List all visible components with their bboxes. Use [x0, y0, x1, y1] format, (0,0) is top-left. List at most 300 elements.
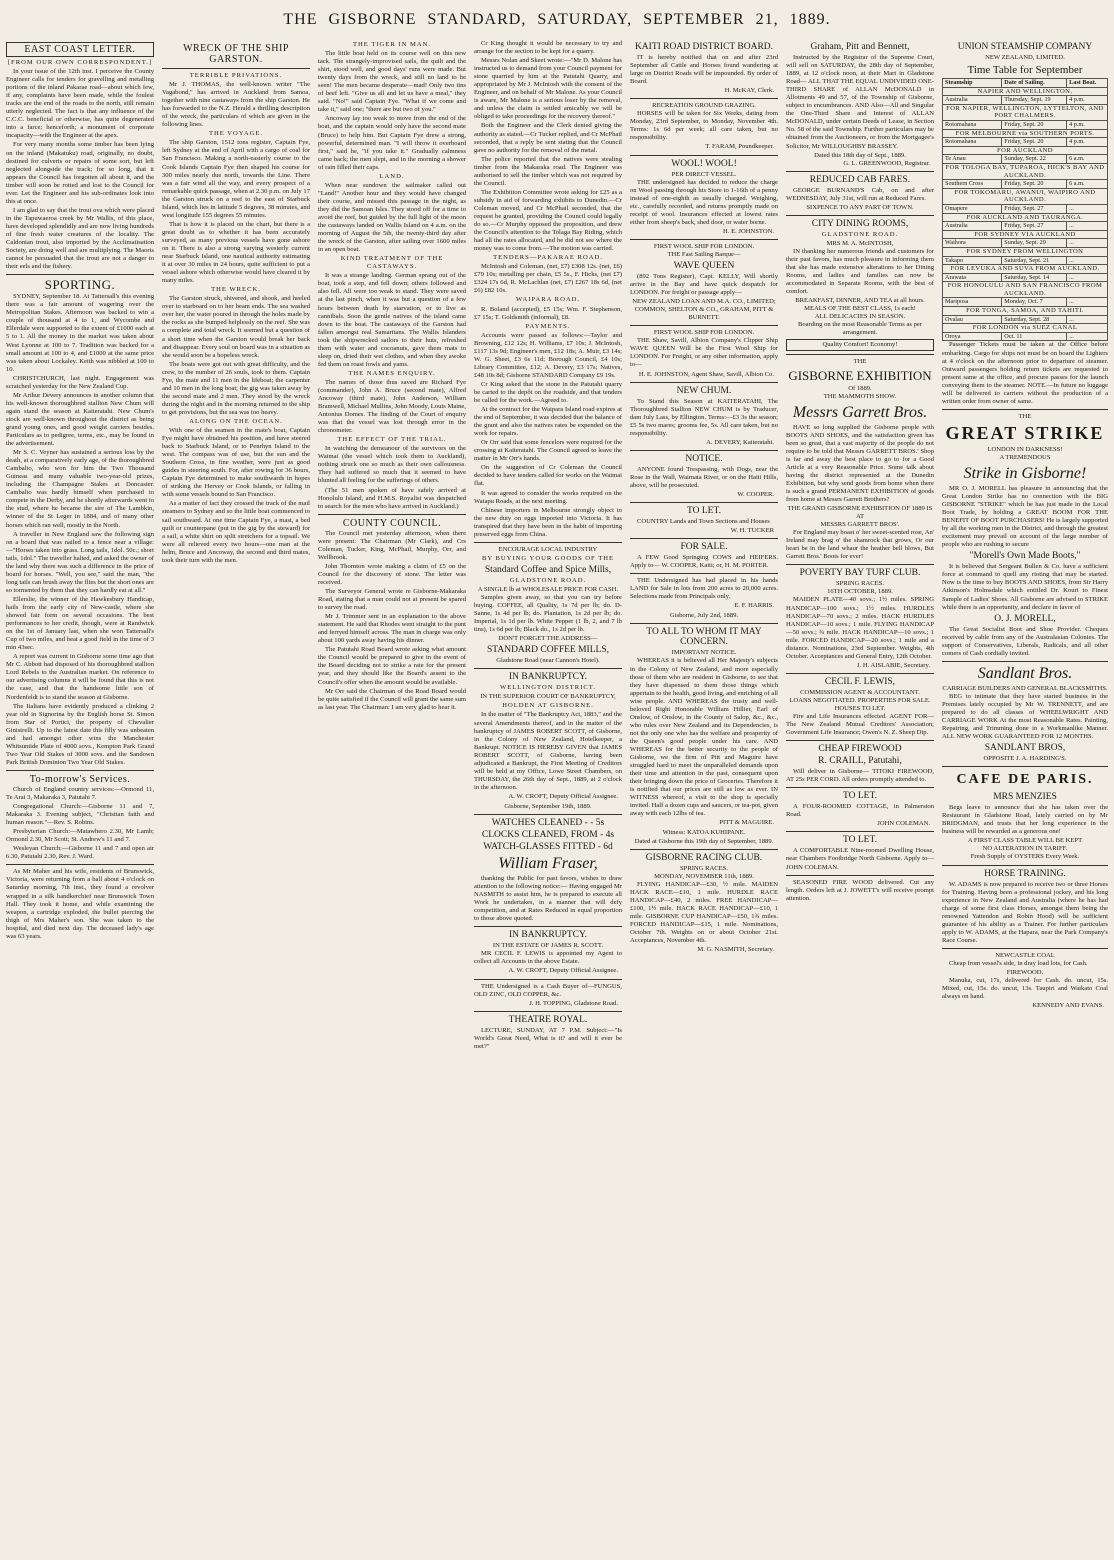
glass-price-line: WATCH-GLASSES FITTED - 6d — [483, 842, 613, 853]
garrett-bros-verse: For England may boast o' her sweet-scented rose, An' Ireland may brag o' the shamrock that grows, Or our heart be in the land whaur the heather bell blows, But Garrett Bros.' Boots for ever! — [786, 529, 934, 561]
wool-body: THE undersigned has decided to reduce the charge on Wool passing through his Store to 1-16th of a penny instead of one-eighth as usually charged. Weighing, etc., carefully recorded, and returns promptly made on receipt of wool. Insurances effected at lowest rates either from sheep's back, shed door, or water borne. — [630, 178, 778, 226]
timetable-header-row — [943, 79, 1108, 88]
turf-club-title: POVERTY BAY TURF CLUB. — [799, 568, 921, 579]
timetable-row — [943, 315, 1108, 324]
timetable-cell: Saturday, Sept. 21 — [1002, 256, 1067, 265]
new-chum-body: To Stand this Season at KAITERATAHI, The Thoroughbred Stallion NEW CHUM is by Traducer, dam July Lass, by Ellington. Terms:—£3 3s the season; £5 5s two mares; grooms fee, 5s. All care taken, but no responsibility. — [630, 397, 778, 437]
timetable-row — [943, 273, 1108, 282]
timetable-header-cell: Steamship — [943, 79, 1002, 88]
concern-body: WHEREAS it is believed all Her Majesty's subjects in the Colony of New Zealand, and more especially those of them who are resident in Gisborne, to see that they have dispensed to them those things which appertain to the health, good living, and enriching of all wise people. AND WHEREAS the trusty and well-beloved Right Honorable William Hillier, Earl of Onslow, of Onslow, in the County of Salop, &c., &c., who rules over New Zealand and its Dependencies, is not the only one who has the welfare and prosperity of the Queen's good people under his care. AND WHEREAS for the better security to the people of Gisborne, we the firm of Pitt and Maguire have struggled hard to meet the unparalleled demands upon their time and attention in the past, consequent upon their bringing down the price of Groceries. Therefore it is notified that our prices are still as low as ever. IN WITNESS whereof, a visit to the shop is specially invited. Half a dozen cups and saucers, or tea-pot, given away with each 12lbs of tea. — [630, 657, 778, 818]
section-subheading: KIND TREATMENT OF THE CASTAWAYS. — [340, 255, 444, 271]
article-paragraph: The Exhibition Committee wrote asking for £25 as a subsidy in aid of forwarding exhibits to Dunedin.—Cr Coleman moved, and Cr McPhail seconded, that the request be granted, providing the Council could legally do so.—Cr Murphy opposed the proposition, and drew the Council's attention to the Tolaga Bay Riding, which had all the rates allocated, and he did not see where the money was to come from.—The motion was carried. — [474, 188, 622, 253]
london-darkness: LONDON IN DARKNESS! — [987, 445, 1063, 453]
article-paragraph: Messrs Nolan and Skeet wrote:—"Mr D. Malone has instructed us to demand from your Council payment for stone quarried by him at the Patutahi Quarry, and appropriated by Mr J. McIntosh with the consent of the Engineer, and on behalf of Mr Malone. As your Council is aware, Mr Malone is a serious loser by the removal, and unless the claim is settled amicably we will be obliged to take proceedings for the recovery thereof." — [474, 57, 622, 121]
divider — [6, 274, 154, 275]
section-subheading: THE NAMES ENQUIRY. — [348, 369, 436, 377]
dining-rooms-extra: ALL DELICACIES IN SEASON. — [814, 313, 906, 321]
divider — [786, 171, 934, 172]
timetable-cell: Southern Cross — [943, 180, 1002, 189]
coffee-ad-line: A SINGLE lb at WHOLESALE PRICE FOR CASH. — [477, 585, 619, 593]
timetable-route-row — [943, 230, 1108, 239]
concern-title: TO ALL TO WHOM IT MAY CONCERN. — [646, 627, 762, 648]
article-paragraph: As Mr Maher and his wife, residents of Brunswick, Victoria, were returning from a ball about 4 o'clock on Saturday morning, 7th inst., they found a revolver wrapped in a silk handkerchief near Brunswick Town Hall. They took it home, and while examining the weapon, a cartridge exploded, the bullet piercing the thigh of Mrs Maher's son. She was taken to the hospital, and died next day. The deceased lady's age was 63 years. — [6, 868, 154, 940]
timetable-cell: Sunday, Sept. 29 — [1002, 239, 1067, 248]
article-paragraph: SYDNEY, September 18. At Tattersall's this evening there was a fair amount of wagering over the Metropolitan Stakes. Afternoon was backed to win a couple of thousand at 4 to 1, and Wycombe and Ellerdale were supported to the extent of £1000 each at 5 to 1. All the money in the market was taken about West Lyonne at 100 to 7. Tradition was backed for a small amount at 100 to 4, and £1000 at the same price was taken about Lockaley. Keith was nibbled at 100 to 10. — [6, 293, 154, 373]
article-paragraph: Cr King asked that the stone in the Patutahi quarry be carted to the depôt on the roadside, and that tenders be called for the work.—Agreed to. — [474, 380, 622, 405]
divider — [630, 502, 778, 503]
timetable-cell: Mariposa — [943, 298, 1002, 307]
article-paragraph: (The 51 men spoken of have safely arrived at Honolulu Island, and H.M.S. Royalist was despatched to search for the men who have arrived in Auckland.) — [318, 486, 466, 510]
dining-rooms-price: MEALS OF THE BEST CLASS, 1s each! — [804, 305, 916, 313]
dining-rooms-title: CITY DINING ROOMS, — [811, 218, 909, 229]
clock-price-line: CLOCKS CLEANED, FROM - 4s — [481, 830, 615, 841]
article-paragraph: John Thornton wrote making a claim of £5 on the Council for the discovery of stone. The letter was received. — [318, 562, 466, 586]
timetable-cell: 6 a.m. — [1067, 180, 1108, 189]
divider — [630, 849, 778, 850]
timetable-row — [943, 222, 1108, 231]
bankruptcy2-signature: A. W. CROFT, Deputy Official Assignee. — [508, 967, 618, 975]
sandlant-name: SANDLANT BROS, — [984, 743, 1066, 754]
timetable-cell: Monday, Oct. 7 — [1002, 298, 1067, 307]
topping-body: THE Undersigned is a Cash Buyer of—FUNGUS, OLD ZINC, OLD COPPER, &c. — [474, 982, 622, 998]
timetable-header-cell: Last Boat. — [1067, 79, 1108, 88]
sandlant-title: Sandlant Bros. — [977, 664, 1073, 682]
timetable-cell: Oroya — [943, 332, 1002, 341]
divider — [630, 623, 778, 624]
service-listing: Church of England country services:—Ormond 11, Te Arai 3, Makaraka 3, Patutahi 7. — [6, 785, 154, 801]
theatre-title: THEATRE ROYAL. — [508, 1014, 588, 1025]
timetable-cell: Te Anau — [943, 155, 1002, 164]
timetable-cell: 4 p.m. — [1067, 96, 1108, 105]
new-chum-title: NEW CHUM. — [676, 385, 732, 396]
article-paragraph: It was a strange landing. German sprang out of the boat, took a step, and fell down; others followed and also fell. All were too weak to stand. They were saved at the last pinch, when it was but a question of a few hours between death by starvation, or to live as cannibals. Soon the gentle natives of the island came down to the boat. The castaways of the Garston had fallen amongst real Samaritans. The Wallis Islanders took the shipwrecked sailors to their huts, refreshed them with water and cocoanuts, gave them mats to sleep on, dried their wet clothes, and when they awoke fed them on roast fowls and yams. — [318, 272, 466, 368]
timetable-note: Passenger Tickets must be taken at the Office before embarking. Cargo for ships not must be on board the Lighters at 4 o'clock on the afternoon prior to departure of steamer. Outward passengers holding return tickets are requested to present same at the office, and procure passes for the launch conveying them to the steamer. NOTE.—In future no luggage will be delivered to carriers without the production of a written order from owner of same. — [942, 341, 1108, 405]
article-paragraph: I am glad to say that the trout ova which were placed in the Tapuwaeroa creek by Mr Wallis, of this place, have developed splendidly and are now living hundreds of fine fresh water creatures of the locality. The Caldonian trout, also imported by the Acclimatisation Society, are doing well and are multiplying. The Maoris cannot be persuaded that the trout are not a danger to their eels and the fishery. — [6, 206, 154, 271]
wool-ship2-title: FIRST WOOL SHIP FOR LONDON. — [653, 329, 755, 337]
article-paragraph: The Italians have evidently produced a clinking 2 year old in Signorina by the English horse St. Simon from Star of Portici, the property of Chevalier Ginistrelli. Up to the latest date this filly was unbeaten and had amongst other wins the Manchester Whitsuntide Plate of 4000 sovs., Kempton Park Grand Two Year Old Stakes of 3000 sovs. and the Sandown Park British Dominion Two Year Old Stakes. — [6, 702, 154, 766]
wool-ship-agents: NEW ZEALAND LOAN AND M.A. CO., LIMITED; COMMON, SHELTON & CO., GRAHAM, PITT & BURNETT. — [632, 298, 776, 322]
timetable-route-row — [943, 307, 1108, 316]
concern-witness: Witness: KATOA KUHIPANE. — [662, 829, 746, 837]
article-paragraph: For very many months some timber has been lying on the inland (Makatuku) road, originally, no doubt, destined for culverts or repairs of some sort, but left neglected alongside the track; for so long, that it appears the Council has forgotten all about it, and the timber will soon be rotted and lost to the Council for ever. Let the Engineer and his sub-ordinates look into this at once. — [6, 141, 154, 205]
notice-body: ANYONE found Trespassing, with Dogs, near the Rose in the Wall, Waimata River, or on the Haiti Hills, above, will be prosecuted. — [630, 465, 778, 489]
section-subheading: PAYMENTS. — [525, 322, 571, 330]
timetable-route: FOR HONOLULU AND SAN FRANCISCO FROM AUCKLAND. — [943, 282, 1108, 298]
divider — [786, 875, 934, 876]
divider — [6, 770, 154, 771]
article-paragraph: The Patutahi Road Board wrote asking what amount the Council would be prepared to give in the event of the Board deciding not to strike a rate for the present year, and they should like the Board's assent to the Council's offer when the amount would be available. — [318, 646, 466, 686]
article-paragraph: The little boat held on its course well on this new tack. The strangely-improvised sails, the quilt and the shirt, stood well, and good days' runs were made. But twenty days from the wreck, and still no land to be seen! The men became desperate—mad! Only two tins of beef left. "Give us all and let us have a meal," they said. "No!" said Captain Fye. "What if we come and take it," said one; "there are but two of you." — [318, 50, 466, 114]
masthead: THE GISBORNE STANDARD, SATURDAY, SEPTEMBER 21, 1889. — [283, 11, 831, 28]
article-paragraph: The ship Garston, 1512 tons register, Captain Fye, left Sydney at the end of April with a cargo of coal for San Francisco. Making a north-easterly course to the Cook Islands Captain Fye then shaped his course for 300 miles nearly due north, towards the Line. There was a fair wind all the way, and every prospect of a remarkable quick passage, when at 2.30 p.m. on July 17 the Garston struck on a reef to the east of Starbuck Island, which lies in latitude 5 degrees, 38 minutes, and west longitude 155 degrees 55 minutes. — [162, 139, 310, 219]
divider — [786, 673, 934, 674]
timetable-route-row — [943, 247, 1108, 256]
article-paragraph: With one of the seamen in the mate's boat, Captain Fye might have obtained his position, and have steered back to Starbuck Island, or to Penrhyn Island to the west. The compass was of use, but the sun and the Southern Cross, in fine weather, were just as good guides in steering south. For, after rowing for 36 hours, Captain Fye determined to make southwards in hopes of striking the Hervey or Cook Islands, or falling in with some vessels bound to San Francisco. — [162, 427, 310, 499]
bankruptcy-signature: A. W. CROFT, Deputy Official Assignee. — [508, 792, 618, 800]
timetable-route-row — [943, 213, 1108, 222]
divider — [474, 979, 622, 980]
timetable-cell: ... — [1067, 315, 1108, 324]
auction-date: Dated this 18th day of Sept., 1889. — [814, 151, 906, 159]
strike-the: THE — [1018, 412, 1032, 420]
timetable-route: FOR AUCKLAND — [943, 146, 1108, 155]
divider — [630, 450, 778, 451]
garrett-bros-firm: MESSRS GARRETT BROS'. — [820, 521, 900, 529]
article-paragraph: Or Orr said that some fencelors were required for the crossing at Kaiteratahi. The Council agreed to leave the matter in Mr Orr's hands. — [474, 439, 622, 463]
divider — [942, 865, 1108, 866]
coffee-ad-by: BY BUYING YOUR GOODS OF THE — [481, 554, 615, 562]
divider — [630, 538, 778, 539]
coffee-ad-address: GLADSTONE ROAD. — [509, 576, 587, 584]
timetable-cell: ... — [1067, 298, 1108, 307]
service-listing: Presbyterian Church:—Matawhero 2.30, Mr Lamb; Ormond 2.30, Mr Scott; St. Andrew's 11 and 7. — [6, 828, 154, 844]
wool-ship2-signature: H. E. JOHNSTON, Agent Shaw, Savill, Albion Co. — [638, 370, 774, 378]
racing-club-body: FLYING HANDICAP—£30, ½ mile. MAIDEN HACK RACE—£10, 1 mile. HURDLE RACE HANDICAP—£40, 2 miles. FREE HANDICAP—£100, 1½ mile. HACK RACE HANDICAP—£10, 1 mile. GISBORNE CUP HANDICAP—£50, 1¾ miles. FORCED HANDICAP—£15, 1 mile. Nominations, October 7th. Weights on or about October 21st. Acceptances, November 4th. — [630, 880, 778, 944]
timetable-heading: Time Table for September — [967, 64, 1083, 77]
section-subheading: THE WRECK. — [211, 286, 261, 294]
to-let-cottage-signature: JOHN COLEMAN. — [877, 820, 930, 828]
divider — [786, 831, 934, 832]
column-4 — [474, 40, 622, 1554]
article-paragraph: The Garston struck, shivered, and shook, and heeled over to starboard on to her beam ends. The sea washed over her, the water poured in through the holes made by the rocks as she bumped helplessly on the reef. She was a complete and total wreck. It seemed but a question of a short time when the Garston would break her back and disappear. Every soul on board was in a situation as she would soon be a hopeless wreck. — [162, 295, 310, 359]
seasoned-wood-body: SEASONED FIRE WOOD delivered. Cut any length. Orders left at J. JOWETT's will receive prompt attention. — [786, 878, 934, 902]
timetable-cell: Oct. 11 — [1002, 332, 1067, 341]
bankruptcy-date: Gisborne, September 19th, 1889. — [504, 802, 592, 810]
service-listing: Wesleyan Church:—Gisborne 11 and 7 and open air 6.30, Patutahi 2.30, Rev. J. Ward. — [6, 845, 154, 861]
section-subheading: ALONG ON THE OCEAN. — [189, 417, 283, 425]
dining-rooms-address: GLADSTONE ROAD. — [821, 230, 899, 238]
wool-ship-title: FIRST WOOL SHIP FOR LONDON. — [653, 242, 755, 250]
morell-quote: "Morell's Own Made Boots," — [969, 551, 1081, 562]
timetable-cell: Rotomahana — [943, 121, 1002, 130]
exhibition-title: GISBORNE EXHIBITION — [788, 367, 932, 383]
morell-name: O. J. MORELL, — [994, 613, 1056, 624]
coffee-ad-title: Standard Coffee and Spice Mills, — [484, 564, 612, 575]
kennedy-evans-signature: KENNEDY AND EVANS. — [1032, 1002, 1104, 1010]
article-paragraph: Cr King thought it would be necessary to try and arrange for the section to be kept for a quarry. — [474, 40, 622, 56]
east-coast-letter-subheading: [FROM OUR OWN CORRESPONDENT.] — [7, 59, 153, 66]
wool-sub: PER DIRECT VESSEL. — [671, 170, 737, 178]
to-let-cottage-title: TO LET. — [843, 791, 877, 802]
timetable-route: FOR SYDNEY VIA AUCKLAND — [943, 230, 1108, 239]
grazing-signature: T. FARAM, Poundkeeper. — [705, 143, 774, 151]
concern-date: Dated at Gisborne this 19th day of September, 1889. — [634, 837, 774, 845]
for-sale-body: A FEW Good Springing COWS and HEIFERS. Apply to— W. COOPER, Kaiti; or, H. M. PORTER. — [630, 554, 778, 570]
to-let-body: COUNTRY Lands and Town Sections and Houses — [637, 518, 770, 526]
exhibition-year: Of 1889. — [848, 384, 872, 392]
turf-club-body: MAIDEN PLATE—40 sovs.; 1½ miles. SPRING HANDICAP—100 sovs.; 1½ miles. HURDLES HANDICAP—70 sovs.; 2 miles. HACK HURDLES HANDICAP—10 sovs.; 1 mile. FLYING HANDICAP—50 sovs.; ¾ mile. HACK HANDICAP—10 sovs.; 1 mile. FORCED HANDICAP—20 sovs.; 1 mile and a distance. Nominations, 23rd September. Weights, 4th October. Acceptances and General Entry, 12th October. — [786, 596, 934, 660]
timetable-cell: ... — [1067, 222, 1108, 231]
divider — [630, 239, 778, 240]
dining-rooms-name: MRS M. A. McINTOSH, — [826, 239, 894, 247]
to-let-title: TO LET. — [687, 506, 721, 517]
turf-club-date: 16TH OCTOBER, 1889. — [827, 588, 893, 596]
timetable-cell: Friday, Sept. 20 — [1002, 180, 1067, 189]
newcastle-coal-title: NEWCASTLE COAL — [995, 951, 1055, 959]
cafe-body: Begs leave to announce that she has taken over the Restaurant in Gladstone Road, lately carried on by Mr BRIDGMAN, and trusts that her long experience in the business will be rewarded as a generous one! — [942, 804, 1108, 836]
timetable-route-row — [943, 146, 1108, 155]
divider — [786, 564, 934, 565]
auction-body: Instructed by the Registrar of the Supreme Court, will sell on SATURDAY, the 28th day of September, 1889, at 12 o'clock noon, at their Mart in Gladstone Road— ALL THAT THE EQUAL UNDIVIDED ONE-THIRD SHARE of ALLAN McDONALD in Allotments 49 and 57, of the Township of Gisborne, subject to encumbrances. AND Also—All and Singular the One-Third Share and Interest of ALLAN McDONALD, under certain Deeds of Lease, in Section No. 58 of the said Township. Further particulars may be obtained from the Auctioneers, or from the Mortgagee's Solicitor, Mr WILLOUGHBY BRASSEY. — [786, 54, 934, 150]
timetable-cell: Friday, Sept. 20 — [1002, 138, 1067, 147]
divider — [474, 542, 622, 543]
timetable-route-row — [943, 282, 1108, 298]
timetable-route-row — [943, 87, 1108, 96]
timetable-row — [943, 121, 1108, 130]
timetable-cell: ... — [1067, 239, 1108, 248]
timetable-row — [943, 138, 1108, 147]
article-paragraph: Chinese importers in Melbourne strongly object to the new duty on eggs imported into Victoria. It has transpired that they have been in the habit of importing preserved eggs from China. — [474, 506, 622, 538]
divider — [630, 155, 778, 156]
timetable-cell: Friday, Sept. 27 — [1002, 222, 1067, 231]
divider — [786, 787, 934, 788]
grazing-body: HORSES will be taken for Six Weeks, dating from Monday, 23rd September, to Monday, November 4th. Terms: 1s 6d per week; all care taken, but no responsibility. — [630, 110, 778, 142]
timetable-cell: Saturday, Sept. 14 — [1002, 273, 1067, 282]
horse-training-title: HORSE TRAINING. — [984, 868, 1066, 879]
divider — [942, 409, 1108, 410]
divider — [6, 864, 154, 865]
divider — [942, 948, 1108, 949]
timetable-route-row — [943, 163, 1108, 179]
timetable-cell: 4 p.m. — [1067, 121, 1108, 130]
divider — [942, 661, 1108, 662]
timetable — [942, 78, 1108, 341]
section-subheading: TENDERS—PAKARAE ROAD. — [493, 254, 603, 262]
union-steamship-sub: NEW ZEALAND, LIMITED. — [985, 54, 1065, 61]
watch-price-line: WATCHES CLEANED - - 5s — [491, 818, 605, 829]
fraser-body: thanking the Public for past favors, wishes to draw attention to the following notice:— Having engaged Mr NASMITH to assist him, he is prepared to execute all Work he undertakes, in a manner that will defy competition, and at Rates Reduced in equal proportion to those above quoted. — [474, 875, 622, 923]
morell-body: MR O. J. MORELL has pleasure in announcing that the Great London Strike has no connection with the BIG GISBORNE "STRIKE" which he has just made in the Local Boot Trade, by holding a GREAT BOOM FOR THE BENEFIT OF BOOT PURCHASERS! He is largely supported by all the working men in the District, and through the greatest excitement may prevail on account of the large number of people who are rushing to secure — [942, 484, 1108, 549]
timetable-header-cell: Date of Sailing. — [1002, 79, 1067, 88]
divider — [786, 354, 934, 355]
garrett-bros-body: HAVE so long supplied the Gisborne people with BOOTS AND SHOES, and the satisfaction given has been so great, that a vast majority of the people do not require to be told that Messrs GARRETT BROS.' Shop is far and away the best place to go to for a Good Article at a very Reasonable Price. Some talk about having the district represented at the Dunedin Exhibition, but why send goods from home when there is such a grand PERMANENT EXHIBITION of goods from home at Messrs Garrett Brothers? — [786, 423, 934, 504]
strike-gisborne: Strike in Gisborne! — [963, 464, 1087, 482]
bankruptcy2-sub: IN THE ESTATE OF JAMES R. SCOTT. — [492, 942, 604, 950]
divider — [474, 1011, 622, 1012]
timetable-route: FOR MELBOURNE via SOUTHERN PORTS. — [943, 129, 1108, 138]
article-paragraph: The names of those thus saved are Richard Fye (commander), John A. Bruce (second mate), Alfred Ancoway (third mate), John Anderson, William Bramwell, Michael Mullins, John Moody, Louis Maine, Antonius Domes. The finding of the Court of enquiry was that the vessel was lost through error in the chronometer. — [318, 378, 466, 435]
article-paragraph: Mr S. C. Veyner has sustained a serious loss by the death, at a comparatively early age, of the thoroughbred Cambalio, who won for him the Two Thousand Guineas and many valuable two-year-old prizes, including the Champagne Stakes at Doncaster. Cambalio was hardly himself when purchased to compete in the Derby, and he shortly afterwards went to the stud, where he became the sire of The Lambkin, winner of the St Leger in 1884, and of many other horses which ran well, mostly in the North. — [6, 449, 154, 529]
sandlant-body: BEG to intimate that they have started business in the Premises lately occupied by Mr W. TRENNETT, and are prepared to do all classes of WHEELWRIGHT AND CARRIAGE WORK At the most Reasonable Rates. Painting, Repairing, and Trimming done in a Workmanlike Manner. ALL NEW WORK GUARANTEED FOR 12 MONTHS. — [942, 692, 1108, 741]
dining-rooms-tagline: Quality Comfort! Economy! — [786, 339, 934, 351]
east-coast-letter-heading: EAST COAST LETTER. — [6, 42, 154, 57]
timetable-cell: ... — [1067, 273, 1108, 282]
newcastle-coal-body: Cheap from vessel's side, in dray load lots, for Cash. — [949, 959, 1088, 967]
timetable-row — [943, 298, 1108, 307]
sandlant-address: OPPOSITE J. A. HARDING'S. — [983, 755, 1067, 763]
article-paragraph: In your issue of the 12th inst. I perceive the County Engineer calls for tenders for gravelling and metalling portions of the inland Pakarae road—about which few, if any, complaints have been made, while the foulest tracks are the end of the roads to the north, still remain utterly neglected. The fact is that any influence of the C.C.C. beneficial or otherwise, has quite degenerated into a farce; henceforth; a monument of corporate incapacity—with the Engineer at the apex. — [6, 68, 154, 140]
dining-rooms-body: IN thanking her numerous friends and customers for their past favors, has much pleasure in informing them that she has made extensive alterations to her Dining Rooms, and ladies and families can now be accommodated in Separate Rooms, with the best of comfort. — [786, 247, 934, 296]
cafe-line: A FIRST CLASS TABLE WILL BE KEPT — [967, 837, 1083, 845]
cafe-line3: Fresh Supply of OYSTERS Every Week. — [970, 853, 1080, 861]
auction-title: Graham, Pitt and Bennett, — [810, 42, 910, 52]
firewood-title: CHEAP FIREWOOD — [818, 744, 902, 755]
divider — [474, 926, 622, 927]
timetable-cell: Arawata — [943, 273, 1002, 282]
timetable-route-row — [943, 265, 1108, 274]
divider — [162, 68, 310, 69]
notice-title: NOTICE. — [685, 453, 723, 464]
article-paragraph: A traveller in New England saw the following sign on a board that was nailed to a fence near a village:—"Horses taken into grass. Long tails, 1dol. 50c.; short tails, 1dol." The traveller halted, and asked the owner of the land why there was such a difference in the price of board for horses. "Well, you see," said the man, "the long tails can brush away the flies but the short ones are so tormented by them that they can hardly eat at all." — [6, 530, 154, 594]
great-strike-title: GREAT STRIKE — [945, 422, 1105, 443]
firewood2-body: Manuka, cut, 17s, delivered for Cash. do. uncut, 15s. Mixed, cut, 15s. do. uncut, 13s. Taupiri and Waikato Coal always on hand. — [942, 977, 1108, 1001]
coffee-ad-kicker: ENCOURAGE LOCAL INDUSTRY — [498, 545, 598, 553]
timetable-cell: Australia — [943, 222, 1002, 231]
article-paragraph: Mr Arthur Devery announces in another column that his well-known thoroughbred stallion New Chum will again stand the season at Kaiteratahi. New Chum's stock are well-known throughout the district as being grand young ones, and good weight carriers besides. Particulars as to pedigree, terms, etc., may be found in the advertisement. — [6, 391, 154, 448]
timetable-route: FOR TONGA, SAMOA, AND TAHITI. — [943, 307, 1108, 316]
timetable-cell: Rotomahana — [943, 138, 1002, 147]
timetable-row — [943, 96, 1108, 105]
wool-ship2-body: THE Shaw, Savill, Albion Company's Clipper Ship WAVE QUEEN Will be the First Wool Ship for LONDON. For Freight, or any other information, apply to— — [630, 337, 778, 369]
timetable-route: FOR LONDON via SUEZ CANAL — [943, 324, 1108, 333]
section-subheading: THE EFFECT OF THE TRIAL. — [337, 436, 447, 444]
bankruptcy2-title: IN BANKRUPTCY. — [509, 930, 587, 941]
land-sale-signature: E. F. HARRIS. — [734, 602, 774, 610]
divider — [630, 98, 778, 99]
article-paragraph: CHRISTCHURCH, last night. Engagement was scratched yesterday for the New Zealand Cup. — [6, 374, 154, 390]
timetable-route-row — [943, 188, 1108, 204]
county-council-heading: COUNTY COUNCIL. — [342, 517, 442, 529]
land-sale-body: THE Undersigned has had placed in his hands LAND for Sale in lots from 200 acres to 20,000 acres. Selections made from Principals only. — [630, 577, 778, 601]
to-let-house-title: TO LET. — [843, 835, 877, 846]
union-steamship-title: UNION STEAMSHIP COMPANY — [957, 42, 1093, 52]
exhibition-the: THE — [853, 358, 867, 366]
coffee-ad-footer-address: Gladstone Road (near Cannon's Hotel). — [496, 657, 600, 665]
divider — [786, 740, 934, 741]
service-listing: Congregational Church:—Gisborne 11 and 7, Makaraka 3. Evening subject, "Christian faith and human reason."—Rev. S. Robins. — [6, 803, 154, 827]
lewis-body: Fire and Life Insurances effected. AGENT FOR— The New Zealand Mutual Creditors' Association; Government Life Insurance; Owen's N. Z. Sheep Dip. — [786, 713, 934, 737]
article-paragraph: When near sundown the sailmaker called out "Land!" Another hour and they would have changed their course, and missed this passage in the night, as they did the Samoan Isles. They stood off for a time to avoid the reef, but guided by the full light of the moon the castaways landed on Wallis Island on 4 a.m. on the morning of August the 5th, the twenty-third day after the wreck of the Garston, after sailing over 1600 miles in an open boat. — [318, 181, 466, 254]
racing-club-title: GISBORNE RACING CLUB. — [645, 852, 763, 863]
bankruptcy-court: IN THE SUPERIOR COURT OF BANKRUPTCY, — [480, 693, 616, 701]
notice-signature: W. COOPER. — [737, 490, 774, 498]
divider — [474, 814, 622, 815]
to-let-cottage-body: A FOUR-ROOMED COTTAGE, in Palmerston Road. — [786, 803, 934, 819]
divider — [786, 215, 934, 216]
timetable-route-row — [943, 324, 1108, 333]
article-paragraph: The Council met yesterday afternoon, when there were present: The Chairman (Mr Clark), and Crs Coleman, Tucker, King, McPhail, Murphy, Orr, and Wellbrook. — [318, 529, 466, 561]
wool-signature: H. E. JOHNSTON. — [723, 227, 774, 235]
exhibition-show: THE MAMMOTH SHOW. — [823, 392, 897, 400]
sandlant-sub: CARRIAGE BUILDERS AND GENERAL BLACKSMITHS. — [942, 684, 1108, 692]
to-let-signature: W. H. TUCKER — [730, 527, 774, 535]
article-paragraph: Ellerslie, the winner of the Hawkesbury Handicap, hails from the early city of New-castle, where she showed fair form on several occasions. The best performances to her credit, though, were at Randwick on the 1st of January last, when she won Tattersall's Cup of two miles, and beat a good field in the time of 3 min 43sec. — [6, 595, 154, 652]
timetable-route: FOR NAPIER, WELLINGTON, LYTTELTON, AND PORT CHALMERS. — [943, 104, 1108, 120]
coffee-ad-footer-title: STANDARD COFFEE MILLS, — [487, 645, 609, 656]
grazing-title: RECREATION GROUND GRAZING. — [652, 102, 756, 110]
topping-signature: J. H. TOPPING, Gladstone Road. — [529, 999, 618, 1007]
wreck-heading: WRECK OF THE SHIP GARSTON. — [183, 43, 289, 65]
wreck-subheading: TERRIBLE PRIVATIONS. — [189, 72, 283, 79]
timetable-route: FOR LEVUKA AND SUVA FROM AUCKLAND. — [943, 265, 1108, 274]
timetable-route-row — [943, 129, 1108, 138]
column-6 — [786, 40, 934, 1554]
divider — [942, 766, 1108, 767]
article-paragraph: As a matter of fact they crossed the track of the mail steamers to Sydney and so the little boat commenced to sail southward. At one time Captain Fye, a mast, a bed quilt or counterpane (put in the gig by the steward) for a sail, a white shirt on split stretchers for a topsail. We were all relieved every two hours—one man at the helm, Bruce and Ancoway, the second and third mates, took their turn with the men. — [162, 500, 310, 564]
fraser-name: William Fraser, — [498, 855, 598, 873]
land-sale-date: Gisborne, July 2nd, 1889. — [669, 612, 739, 620]
column-2 — [162, 40, 310, 1554]
article-paragraph: The police reported that the natives were stealing timber from the Makaraka road. The Engineer was authorised to sell the timber which was not required by the Council. — [474, 155, 622, 187]
wool-ship-name: WAVE QUEEN — [673, 260, 735, 271]
concern-signature: PITT & MAGUIRE. — [719, 819, 774, 827]
article-paragraph: A report was current in Gisborne some time ago that Mr C. Abbott had disposed of his thoroughbred stallion Lord Rebels to the Australian market. On reference to our advertising columns it will be found that this is not the case, and that the handsome little son of Nordenfeldt is to stand the season at Gisborne. — [6, 653, 154, 701]
bankruptcy-body: In the matter of "The Bankruptcy Act, 1883," and the several Amendments thereof, and in the matter of the bankruptcy of JAMES ROBERT SCOTT, of Gisborne, in the Colony of New Zealand, Hotelkeeper, a Bankrupt. NOTICE IS HEREBY GIVEN that JAMES ROBERT SCOTT, of Gisborne, having been adjudicated a Bankrupt, the First Meeting of Creditors will be held at my Office, Lowe Street Chambers, on THURSDAY, the 26th day of Sept., 1889, at 2 o'clock in the afternoon. — [474, 711, 622, 791]
divider — [318, 514, 466, 515]
timetable-cell: Friday, Sept. 20 — [1002, 121, 1067, 130]
timetable-route-row — [943, 104, 1108, 120]
column-3 — [318, 40, 466, 1554]
article-paragraph: The boats were got out with great difficulty, and the crew, to the number of 26 souls, took to them. Captain Fye, the mate and 11 men in the lifeboat; the carpenter and 10 men in the long boat; the gig was taken away by the second mate and 2 men. They stood by the wreck during the night and in the morning returned to the ship to get provisions, but the sea was too heavy. — [162, 360, 310, 416]
column-1 — [6, 40, 154, 1554]
coffee-ad-body: Samples given away, so that you can try before buying. COFFEE, all Quality, 1s 7d per lb; do. D-Sanne, 1s 4d per lb; do. Plantation, 1s 2d per lb; do. Imperial, 1s 1d per lb. White Pepper (1 lb, 2, and 7 lb tins), 1s 6d per lb; Black do., 1s 2d per lb. — [474, 594, 622, 634]
services-heading: To-morrow's Services. — [29, 773, 131, 785]
timetable-cell: Saturday, Sept. 28 — [1002, 315, 1067, 324]
divider — [630, 325, 778, 326]
timetable-row — [943, 204, 1108, 213]
firewood2-title: FIREWOOD. — [1006, 968, 1044, 976]
sixpence-title: SIXPENCE TO ANY PART OF TOWN. — [806, 203, 914, 211]
timetable-table — [942, 78, 1108, 341]
new-chum-signature: A. DEVERY, Kaiteratahi. — [706, 438, 774, 446]
timetable-cell: ... — [1067, 332, 1108, 341]
timetable-route: NAPIER AND WELLINGTON. — [943, 87, 1108, 96]
timetable-route: FOR AUCKLAND AND TAURANGA. — [943, 213, 1108, 222]
timetable-cell: 4 p.m. — [1067, 138, 1108, 147]
lewis-title: CECIL F. LEWIS, — [824, 676, 896, 687]
timetable-cell: Australia — [943, 96, 1002, 105]
article-paragraph: R. Boland (accepted), £5 15s; Wm. F. Stephenson, £7 15s; T. Goldsmith (informal), £8. — [474, 305, 622, 321]
racing-club-date: MONDAY, NOVEMBER 11th, 1889. — [654, 872, 754, 880]
theatre-body: LECTURE, SUNDAY, AT 7 P.M. Subject:—"Is World's Great Need, What is it? and will it ever be met?" — [474, 1026, 622, 1050]
lewis-houses: HOUSES TO LET. — [834, 705, 886, 712]
timetable-cell: Omapere — [943, 204, 1002, 213]
timetable-row — [943, 256, 1108, 265]
article-paragraph: Mr J. THOMAS, the well-known writer "The Vagabond," has arrived in Auckland from Samoa, together with nine castaways from the ship Garston. He has forwarded to the N.Z. Herald a thrilling description of the wreck, the particulars of which are given in the following lines. — [162, 81, 310, 129]
article-paragraph: It was agreed to consider the works required on the Waiapu Roads, at the next meeting. — [474, 489, 622, 505]
section-subheading: LAND. — [379, 172, 405, 180]
coffee-ad-footer: DON'T FORGET THE ADDRESS— — [498, 635, 598, 643]
section-subheading: THE VOYAGE. — [208, 130, 264, 138]
morell-tail: It is believed that Sergeant Bullen & Co. have a sufficient force at command to quell any rioting that may be started. Now is the time to buy BOOTS AND SHOES, from Sir Harry Atkinson's Holmsdale which entitled Dr. Kouri to Finest Sample of Ladies' Shoes. All Gisborne are advised to STRIKE while there is an opportunity, and declare in favor of — [942, 563, 1108, 611]
firewood-body: Will deliver in Gisborne— TITOKI FIREWOOD, AT 25s PER CORD. All orders promptly attended to. — [786, 768, 934, 784]
bankruptcy-district: WELLINGTON DISTRICT. — [500, 684, 596, 692]
article-paragraph: At the contract for the Waipara Island road expires at the end of September, it was decided that the balance of the grant and also the natives rates be expended on the work for repairs. — [474, 406, 622, 438]
section-subheading: THE TIGER IN MAN. — [352, 41, 432, 48]
timetable-cell: ... — [1067, 256, 1108, 265]
kaiti-board-signature: H. McKAY, Clerk. — [724, 87, 774, 95]
article-paragraph: Both the Engineer and the Clerk denied giving the authority as stated.—Cr Tucker replied, and Cr McPhail seconded, that a reply be sent stating that the Council gave no authority for the removal of the metal. — [474, 122, 622, 154]
sporting-heading: SPORTING. — [44, 277, 116, 293]
article-paragraph: McIntosh and Coleman, (net, £7) £308 12s. (net, £6) £79 10s; metalling per chain, £5 5s., F. Hicks, (net £7) £324 17s 6d, R. McLachlan (net, £7) £267 18s 6d, (net £6) £82 10s. — [474, 263, 622, 295]
to-let-house-body: A COMFORTABLE Nine-roomed Dwelling House, near Chambers Footbridge North Gisborne. Apply to— JOHN COLEMAN. — [786, 847, 934, 871]
cab-fares-body: GEORGE BURNAND'S Cab, on and after WEDNESDAY, July 31st, will run at Reduced Fares. — [786, 186, 934, 202]
cab-fares-title: REDUCED CAB FARES. — [809, 174, 911, 185]
for-sale-title: FOR SALE. — [680, 542, 728, 553]
article-paragraph: On the suggestion of Cr Coleman the Council decided to have tenders called for works on the Waimai flat. — [474, 464, 622, 488]
bankruptcy-title: IN BANKRUPTCY. — [509, 672, 587, 683]
turf-club-sub: SPRING RACES. — [835, 580, 884, 588]
article-paragraph: Accounts were passed as follows:—Taylor and Browning, £12 12s; H. Williams, £7 10s; J. McIntosh, £117 13s 9d; Engineer's men, £12 18s; A. Muir, £3 14s; W. G. Sheet, £3 6s 11d; Borough Council, £4 10s; Library Committee, £12; A. Devery, £3 17s; Natives, £48 10s 8d; Gisborne STANDARD Company £9 19s. — [474, 331, 622, 379]
wool-title: WOOL! WOOL! — [671, 158, 737, 169]
racing-club-signature: M. G. NASMITH, Secretary. — [697, 946, 774, 954]
wool-ship-lead: THE Fast Sailing Barque— — [667, 250, 741, 258]
concern-sub: IMPORTANT NOTICE. — [671, 649, 737, 657]
timetable-route: FOR SYDNEY FROM WELLINGTON — [943, 247, 1108, 256]
timetable-cell: ... — [1067, 204, 1108, 213]
racing-club-sub: SPRING RACES. — [679, 864, 728, 872]
lewis-line: LOANS NEGOTIATED. PROPERTIES FOR SALE. — [789, 696, 931, 704]
